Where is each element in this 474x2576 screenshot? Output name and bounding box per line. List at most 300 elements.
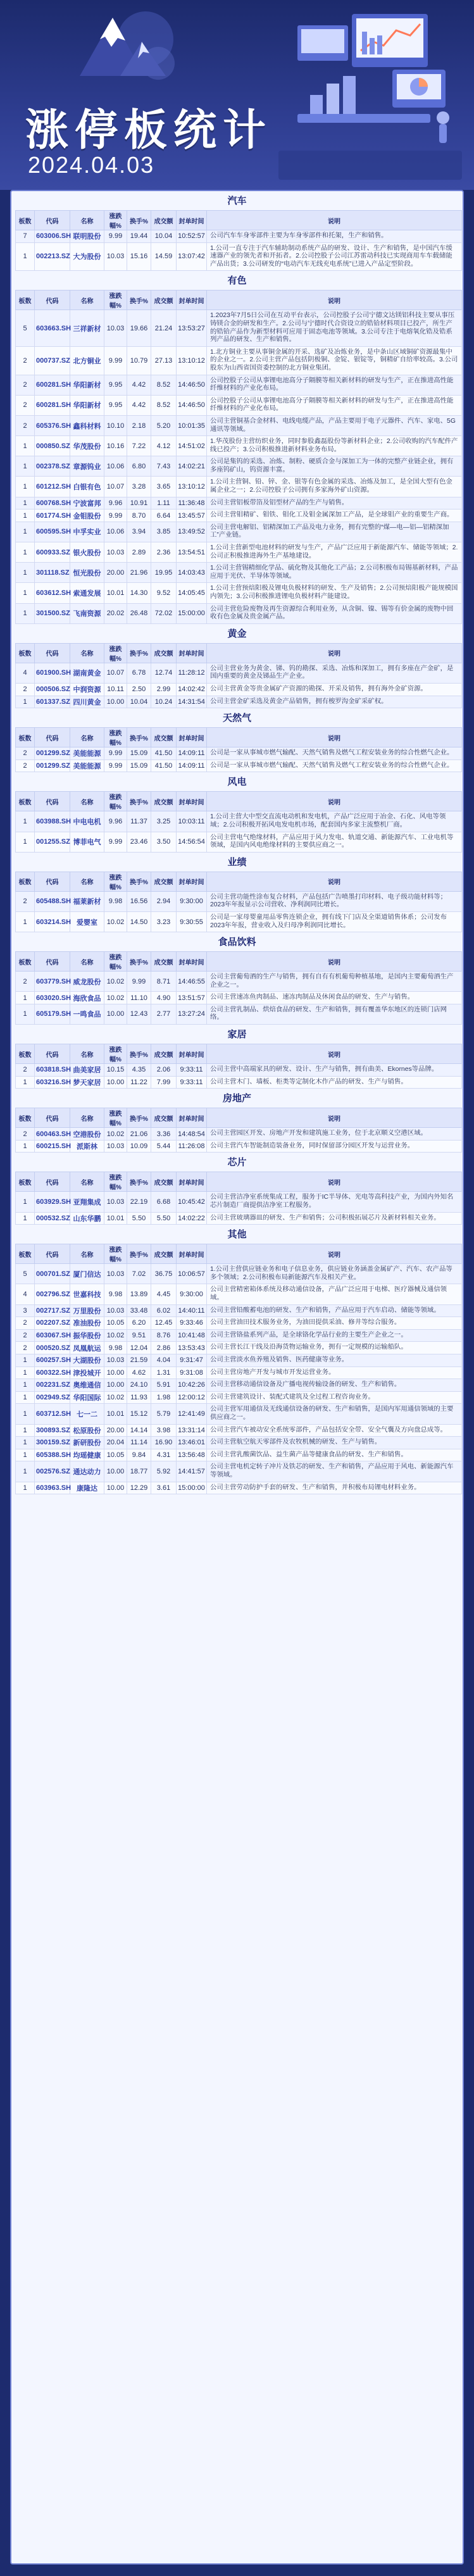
board-count-cell: 1 xyxy=(16,242,35,271)
name-cell: 山东华鹏 xyxy=(70,1212,104,1225)
change-cell: 10.03 xyxy=(104,1140,127,1153)
table-row xyxy=(16,603,462,623)
name-cell: 宁波富邦 xyxy=(70,497,104,510)
amount-cell: 5.91 xyxy=(151,1379,177,1392)
amount-cell: 7.99 xyxy=(151,1076,177,1089)
amount-cell: 2.77 xyxy=(151,1004,177,1024)
seal-time-cell: 14:09:11 xyxy=(177,747,207,760)
stock-table xyxy=(15,1108,462,1153)
column-header: 封单时间 xyxy=(177,291,207,310)
stock-table xyxy=(15,872,462,932)
name-cell: 三祥新材 xyxy=(70,310,104,346)
code-cell: 601212.SH xyxy=(35,477,70,497)
board-count-cell: 1 xyxy=(16,542,35,563)
turnover-cell: 11.10 xyxy=(127,992,151,1004)
code-cell: 603929.SH xyxy=(35,1192,70,1212)
change-cell: 10.00 xyxy=(104,1366,127,1379)
change-cell: 10.16 xyxy=(104,436,127,456)
turnover-cell: 4.35 xyxy=(127,1064,151,1077)
code-cell: 605376.SH xyxy=(35,415,70,435)
description-cell: 公司主营长江干线及沿海货物运输业务，拥有一定规模的运输船队。 xyxy=(207,1342,462,1354)
seal-time-cell: 11:28:12 xyxy=(177,663,207,683)
amount-cell: 6.02 xyxy=(151,1304,177,1317)
column-header: 板数 xyxy=(16,952,35,972)
stock-table xyxy=(15,791,462,852)
change-cell: 10.06 xyxy=(104,522,127,542)
board-count-cell: 1 xyxy=(16,832,35,852)
column-header: 名称 xyxy=(70,643,104,663)
seal-time-cell: 13:10:12 xyxy=(177,477,207,497)
amount-cell: 9.52 xyxy=(151,583,177,603)
table-row xyxy=(16,563,462,583)
amount-cell: 3.36 xyxy=(151,1128,177,1141)
section-title: 黄金 xyxy=(227,628,247,639)
column-header: 封单时间 xyxy=(177,1244,207,1264)
table-row xyxy=(16,972,462,992)
description-cell: 1.华茂股份主营纺织业务，同时参股鑫磊股份等新材料企业；2.公司收购的汽车配件产线已投产；3.公司积极推进新材料业务布局。 xyxy=(207,436,462,456)
code-cell: 605388.SH xyxy=(35,1449,70,1461)
seal-time-cell: 9:33:11 xyxy=(177,1076,207,1089)
column-header: 名称 xyxy=(70,792,104,811)
column-header: 代码 xyxy=(35,952,70,972)
code-cell: 000520.SZ xyxy=(35,1342,70,1354)
code-cell: 600595.SH xyxy=(35,522,70,542)
amount-cell: 41.50 xyxy=(151,760,177,772)
amount-cell: 3.25 xyxy=(151,811,177,832)
board-count-cell: 1 xyxy=(16,811,35,832)
change-cell: 10.10 xyxy=(104,415,127,435)
column-header: 说明 xyxy=(207,792,462,811)
code-cell: 002949.SZ xyxy=(35,1391,70,1404)
name-cell: 大为股份 xyxy=(70,242,104,271)
table-row xyxy=(16,1404,462,1424)
turnover-cell: 7.02 xyxy=(127,1264,151,1284)
amount-cell: 2.94 xyxy=(151,891,177,911)
code-cell: 605179.SH xyxy=(35,1004,70,1024)
name-cell: 银火股份 xyxy=(70,542,104,563)
seal-time-cell: 12:00:12 xyxy=(177,1391,207,1404)
table-row xyxy=(16,911,462,932)
column-header: 封单时间 xyxy=(177,643,207,663)
amount-cell: 72.02 xyxy=(151,603,177,623)
turnover-cell: 4.42 xyxy=(127,395,151,415)
seal-time-cell: 13:46:01 xyxy=(177,1437,207,1449)
description-cell: 公司主营电机定转子冲片及铁芯的研发、生产和销售，产品应用于风电、新能源汽车等领域。 xyxy=(207,1461,462,1482)
turnover-cell: 2.89 xyxy=(127,542,151,563)
change-cell: 10.01 xyxy=(104,583,127,603)
table-row xyxy=(16,583,462,603)
table-header-row xyxy=(16,643,462,663)
seal-time-cell: 13:45:57 xyxy=(177,510,207,522)
column-header: 成交额 xyxy=(151,1108,177,1128)
amount-cell: 5.44 xyxy=(151,1140,177,1153)
turnover-cell: 9.84 xyxy=(127,1449,151,1461)
amount-cell: 5.92 xyxy=(151,1461,177,1482)
amount-cell: 8.52 xyxy=(151,375,177,395)
column-header: 涨跌幅% xyxy=(104,872,127,891)
column-header: 板数 xyxy=(16,211,35,230)
amount-cell: 19.95 xyxy=(151,563,177,583)
board-count-cell: 1 xyxy=(16,1461,35,1482)
description-cell: 公司主营中高端家具的研发、设计、生产与销售，拥有曲美、Ekornes等品牌。 xyxy=(207,1064,462,1077)
amount-cell: 2.06 xyxy=(151,1064,177,1077)
name-cell: 爱婴室 xyxy=(70,911,104,932)
code-cell: 001255.SZ xyxy=(35,832,70,852)
column-header: 板数 xyxy=(16,291,35,310)
code-cell: 600933.SZ xyxy=(35,542,70,563)
seal-time-cell: 14:46:50 xyxy=(177,395,207,415)
column-header: 换手% xyxy=(127,952,151,972)
board-count-cell: 1 xyxy=(16,992,35,1004)
seal-time-cell: 13:31:14 xyxy=(177,1424,207,1437)
turnover-cell: 2.50 xyxy=(127,683,151,696)
column-header: 涨跌幅% xyxy=(104,291,127,310)
board-count-cell: 1 xyxy=(16,1449,35,1461)
column-header: 换手% xyxy=(127,1108,151,1128)
change-cell: 9.96 xyxy=(104,811,127,832)
board-count-cell: 2 xyxy=(16,375,35,395)
column-header: 板数 xyxy=(16,1172,35,1192)
description-cell: 公司主营钼精矿、钼铁、钼化工及钼金属深加工产品，是全球钼产业的重要生产商。 xyxy=(207,510,462,522)
name-cell: 松原股份 xyxy=(70,1424,104,1437)
table-row xyxy=(16,1379,462,1392)
footer-band xyxy=(0,2565,474,2576)
board-count-cell: 2 xyxy=(16,1064,35,1077)
turnover-cell: 4.62 xyxy=(127,1366,151,1379)
board-count-cell: 1 xyxy=(16,1437,35,1449)
board-count-cell: 1 xyxy=(16,1140,35,1153)
column-header: 成交额 xyxy=(151,1172,177,1192)
description-cell: 公司主营军用通信及无线通信设备的研发、生产和销售，是国内军用通信领域的主要供应商之一。 xyxy=(207,1404,462,1424)
column-header: 说明 xyxy=(207,872,462,891)
table-row xyxy=(16,663,462,683)
seal-time-cell: 9:33:46 xyxy=(177,1317,207,1330)
name-cell: 中润资源 xyxy=(70,683,104,696)
table-header-row xyxy=(16,728,462,747)
column-header: 说明 xyxy=(207,643,462,663)
board-count-cell: 2 xyxy=(16,395,35,415)
name-cell: 联明股份 xyxy=(70,230,104,243)
column-header: 代码 xyxy=(35,643,70,663)
change-cell: 10.02 xyxy=(104,911,127,932)
column-header: 成交额 xyxy=(151,792,177,811)
seal-time-cell: 9:30:00 xyxy=(177,891,207,911)
name-cell: 世嘉科技 xyxy=(70,1284,104,1304)
seal-time-cell: 10:42:26 xyxy=(177,1379,207,1392)
table-row xyxy=(16,1192,462,1212)
board-count-cell: 2 xyxy=(16,346,35,375)
column-header: 成交额 xyxy=(151,291,177,310)
change-cell: 9.99 xyxy=(104,230,127,243)
description-cell: 1.公司主营大中型交直流电动机和发电机，产品广泛应用于冶金、石化、风电等领域；2.公司积极开拓风电发电机市场，配套国内多家主流整机厂商。 xyxy=(207,811,462,832)
column-header: 代码 xyxy=(35,1244,70,1264)
turnover-cell: 14.14 xyxy=(127,1424,151,1437)
code-cell: 600768.SH xyxy=(35,497,70,510)
code-cell: 601900.SH xyxy=(35,663,70,683)
board-count-cell: 2 xyxy=(16,1317,35,1330)
column-header: 板数 xyxy=(16,728,35,747)
turnover-cell: 11.14 xyxy=(127,1437,151,1449)
column-header: 板数 xyxy=(16,792,35,811)
change-cell: 10.03 xyxy=(104,1354,127,1366)
section-title: 食品饮料 xyxy=(218,937,256,948)
name-cell: 华茂股份 xyxy=(70,436,104,456)
table-row xyxy=(16,1342,462,1354)
code-cell: 600463.SH xyxy=(35,1128,70,1141)
amount-cell: 3.85 xyxy=(151,522,177,542)
code-cell: 605488.SH xyxy=(35,891,70,911)
name-cell: 振华股份 xyxy=(70,1329,104,1342)
name-cell: 万里股份 xyxy=(70,1304,104,1317)
change-cell: 9.99 xyxy=(104,747,127,760)
name-cell: 准油股份 xyxy=(70,1317,104,1330)
board-count-cell: 1 xyxy=(16,1379,35,1392)
description-cell: 1.公司一直专注于汽车辅助制动系统产品的研发、设计、生产和销售，是中国汽车缓速器产业的领先者和开拓者。2.公司控股子公司江苏雷动科技已实现商用车车载储能产品出货；3.公司研发的“电动汽车无线充电系统”已进入产品定型阶段。 xyxy=(207,242,462,271)
seal-time-cell: 15:00:00 xyxy=(177,1482,207,1494)
description-cell: 公司主营危险废物及再生资源综合利用业务，从含铜、镍、锡等有价金属的废物中回收有色金属及贵金属产品。 xyxy=(207,603,462,623)
code-cell: 002207.SZ xyxy=(35,1317,70,1330)
turnover-cell: 7.22 xyxy=(127,436,151,456)
table-row xyxy=(16,1076,462,1089)
amount-cell: 2.86 xyxy=(151,1342,177,1354)
amount-cell: 2.99 xyxy=(151,683,177,696)
name-cell: 康隆达 xyxy=(70,1482,104,1494)
table-row xyxy=(16,436,462,456)
amount-cell: 27.13 xyxy=(151,346,177,375)
table-header-row xyxy=(16,1108,462,1128)
seal-time-cell: 13:49:52 xyxy=(177,522,207,542)
table-header-row xyxy=(16,952,462,972)
column-header: 封单时间 xyxy=(177,872,207,891)
column-header: 说明 xyxy=(207,1108,462,1128)
code-cell: 601337.SZ xyxy=(35,696,70,708)
description-cell: 公司是集钨的采选、冶炼、制粉、硬质合金与深加工为一体的完整产业链企业，拥有多座钨矿山，钨资源丰富。 xyxy=(207,456,462,477)
seal-time-cell: 13:56:48 xyxy=(177,1449,207,1461)
code-cell: 002231.SZ xyxy=(35,1379,70,1392)
seal-time-cell: 10:52:57 xyxy=(177,230,207,243)
column-header: 名称 xyxy=(70,1172,104,1192)
name-cell: 美能能源 xyxy=(70,747,104,760)
table-row xyxy=(16,497,462,510)
change-cell: 10.00 xyxy=(104,1379,127,1392)
code-cell: 603067.SH xyxy=(35,1329,70,1342)
turnover-cell: 4.42 xyxy=(127,375,151,395)
table-row xyxy=(16,1424,462,1437)
change-cell: 10.00 xyxy=(104,696,127,708)
description-cell: 公司主营玻璃器皿的研发、生产和销售；公司积极拓展芯片及新材料相关业务。 xyxy=(207,1212,462,1225)
turnover-cell: 15.09 xyxy=(127,747,151,760)
description-cell: 公司主营移动通信设备及广播电视传输设备的研发、生产和销售。 xyxy=(207,1379,462,1392)
change-cell: 9.95 xyxy=(104,395,127,415)
change-cell: 9.98 xyxy=(104,1342,127,1354)
table-row xyxy=(16,522,462,542)
board-count-cell: 1 xyxy=(16,1482,35,1494)
board-count-cell: 1 xyxy=(16,1212,35,1225)
stock-table xyxy=(15,1044,462,1089)
change-cell: 10.03 xyxy=(104,242,127,271)
code-cell: 002213.SZ xyxy=(35,242,70,271)
column-header: 换手% xyxy=(127,728,151,747)
name-cell: 福莱新材 xyxy=(70,891,104,911)
change-cell: 9.99 xyxy=(104,346,127,375)
section-title: 汽车 xyxy=(227,196,247,206)
name-cell: 中电电机 xyxy=(70,811,104,832)
code-cell: 603663.SH xyxy=(35,310,70,346)
name-cell: 通达动力 xyxy=(70,1461,104,1482)
amount-cell: 21.24 xyxy=(151,310,177,346)
table-row xyxy=(16,1284,462,1304)
seal-time-cell: 9:31:47 xyxy=(177,1354,207,1366)
column-header: 代码 xyxy=(35,728,70,747)
amount-cell: 14.59 xyxy=(151,242,177,271)
description-cell: 公司主营汽车被动安全系统零部件，产品包括安全带、安全气囊及方向盘总成等。 xyxy=(207,1424,462,1437)
name-cell: 一鸣食品 xyxy=(70,1004,104,1024)
code-cell: 603020.SH xyxy=(35,992,70,1004)
amount-cell: 1.31 xyxy=(151,1366,177,1379)
code-cell: 000737.SZ xyxy=(35,346,70,375)
seal-time-cell: 10:45:42 xyxy=(177,1192,207,1212)
amount-cell: 8.52 xyxy=(151,395,177,415)
column-header: 板数 xyxy=(16,1244,35,1264)
seal-time-cell: 9:30:55 xyxy=(177,911,207,932)
board-count-cell: 1 xyxy=(16,1354,35,1366)
table-header-row xyxy=(16,211,462,230)
name-cell: 新研股份 xyxy=(70,1437,104,1449)
name-cell: 华阳国际 xyxy=(70,1391,104,1404)
description-cell: 公司主营铅酸蓄电池的研发、生产和销售，产品应用于汽车启动、储能等领域。 xyxy=(207,1304,462,1317)
table-row xyxy=(16,1329,462,1342)
seal-time-cell: 9:33:11 xyxy=(177,1064,207,1077)
column-header: 板数 xyxy=(16,643,35,663)
amount-cell: 4.31 xyxy=(151,1449,177,1461)
table-row xyxy=(16,760,462,772)
amount-cell: 1.98 xyxy=(151,1391,177,1404)
table-row xyxy=(16,242,462,271)
column-header: 成交额 xyxy=(151,1044,177,1064)
description-cell: 公司主营铬盐系列产品，是全球铬化学品行业的主要生产企业之一。 xyxy=(207,1329,462,1342)
table-row xyxy=(16,1064,462,1077)
stock-table xyxy=(15,1244,462,1494)
amount-cell: 4.04 xyxy=(151,1354,177,1366)
name-cell: 鑫科材料 xyxy=(70,415,104,435)
turnover-cell: 33.48 xyxy=(127,1304,151,1317)
table-row xyxy=(16,811,462,832)
code-cell: 301500.SZ xyxy=(35,603,70,623)
seal-time-cell: 11:26:08 xyxy=(177,1140,207,1153)
amount-cell: 4.45 xyxy=(151,1284,177,1304)
table-row xyxy=(16,696,462,708)
column-header: 板数 xyxy=(16,1108,35,1128)
change-cell: 10.03 xyxy=(104,1264,127,1284)
code-cell: 603006.SH xyxy=(35,230,70,243)
stock-table-panel xyxy=(10,190,464,2565)
turnover-cell: 14.30 xyxy=(127,583,151,603)
name-cell: 派斯林 xyxy=(70,1140,104,1153)
column-header: 换手% xyxy=(127,872,151,891)
code-cell: 002717.SZ xyxy=(35,1304,70,1317)
description-cell: 公司主营速冻鱼肉制品、速冻肉制品及休闲食品的研发、生产与销售。 xyxy=(207,992,462,1004)
column-header: 成交额 xyxy=(151,211,177,230)
board-count-cell: 3 xyxy=(16,1304,35,1317)
column-header: 涨跌幅% xyxy=(104,1172,127,1192)
name-cell: 奥维通信 xyxy=(70,1379,104,1392)
name-cell: 曲美家居 xyxy=(70,1064,104,1077)
board-count-cell: 1 xyxy=(16,696,35,708)
change-cell: 10.07 xyxy=(104,477,127,497)
seal-time-cell: 9:30:00 xyxy=(177,1284,207,1304)
column-header: 涨跌幅% xyxy=(104,1244,127,1264)
description-cell: 公司主营电解铝、铝精深加工产品及电力业务，拥有完整的“煤—电—铝—铝精深加工”产业链。 xyxy=(207,522,462,542)
turnover-cell: 24.10 xyxy=(127,1379,151,1392)
column-header: 代码 xyxy=(35,211,70,230)
column-header: 涨跌幅% xyxy=(104,211,127,230)
description-cell: 公司是一家母婴童用品零售连锁企业，拥有线下门店及全渠道销售体系；公司发布2023年年报，营业收入及归母净利润同比增长。 xyxy=(207,911,462,932)
column-header: 涨跌幅% xyxy=(104,728,127,747)
column-header: 名称 xyxy=(70,728,104,747)
change-cell: 10.06 xyxy=(104,456,127,477)
turnover-cell: 19.66 xyxy=(127,310,151,346)
turnover-cell: 11.22 xyxy=(127,1076,151,1089)
amount-cell: 10.04 xyxy=(151,230,177,243)
name-cell: 湖南黄金 xyxy=(70,663,104,683)
table-header-row xyxy=(16,792,462,811)
column-header: 换手% xyxy=(127,792,151,811)
description-cell: 公司主营房地产开发与城市开发运营业务。 xyxy=(207,1366,462,1379)
table-row xyxy=(16,832,462,852)
column-header: 换手% xyxy=(127,1244,151,1264)
turnover-cell: 6.80 xyxy=(127,456,151,477)
table-header-row xyxy=(16,291,462,310)
code-cell: 603779.SH xyxy=(35,972,70,992)
turnover-cell: 15.16 xyxy=(127,242,151,271)
turnover-cell: 2.18 xyxy=(127,415,151,435)
name-cell: 均瑶健康 xyxy=(70,1449,104,1461)
column-header: 涨跌幅% xyxy=(104,792,127,811)
description-cell: 公司主营葡萄酒的生产与销售，拥有自有有机葡萄种植基地，是国内主要葡萄酒生产企业之一。 xyxy=(207,972,462,992)
table-row xyxy=(16,1212,462,1225)
amount-cell: 12.74 xyxy=(151,663,177,683)
column-header: 说明 xyxy=(207,952,462,972)
seal-time-cell: 14:56:54 xyxy=(177,832,207,852)
code-cell: 601774.SH xyxy=(35,510,70,522)
change-cell: 10.02 xyxy=(104,1128,127,1141)
code-cell: 000506.SZ xyxy=(35,683,70,696)
column-header: 封单时间 xyxy=(177,728,207,747)
amount-cell: 2.36 xyxy=(151,542,177,563)
change-cell: 10.02 xyxy=(104,1391,127,1404)
board-count-cell: 1 xyxy=(16,1192,35,1212)
column-header: 封单时间 xyxy=(177,952,207,972)
description-cell: 公司主营淡水鱼养殖及销售、医药健康等业务。 xyxy=(207,1354,462,1366)
description-cell: 公司主营金矿采选及黄金产品销售，拥有梭罗沟金矿采矿权。 xyxy=(207,696,462,708)
seal-time-cell: 10:41:48 xyxy=(177,1329,207,1342)
column-header: 封单时间 xyxy=(177,1172,207,1192)
description-cell: 1.公司主营锡精细化学品、硫化物及其他化工产品；2.公司积极布局锡基新材料，产品应用于光伏、半导体等领域。 xyxy=(207,563,462,583)
code-cell: 603214.SH xyxy=(35,911,70,932)
seal-time-cell: 10:06:57 xyxy=(177,1264,207,1284)
section-title: 其他 xyxy=(227,1229,247,1241)
name-cell: 大湖股份 xyxy=(70,1354,104,1366)
turnover-cell: 21.06 xyxy=(127,1128,151,1141)
name-cell: 威龙股份 xyxy=(70,972,104,992)
section-title: 家居 xyxy=(227,1029,247,1041)
column-header: 封单时间 xyxy=(177,792,207,811)
change-cell: 10.02 xyxy=(104,972,127,992)
description-cell: 公司主营铜基合金材料、电线电缆产品，产品主要用于电子元器件、汽车、家电、5G通讯等领域。 xyxy=(207,415,462,435)
table-row xyxy=(16,992,462,1004)
change-cell: 9.95 xyxy=(104,375,127,395)
change-cell: 20.00 xyxy=(104,1424,127,1437)
